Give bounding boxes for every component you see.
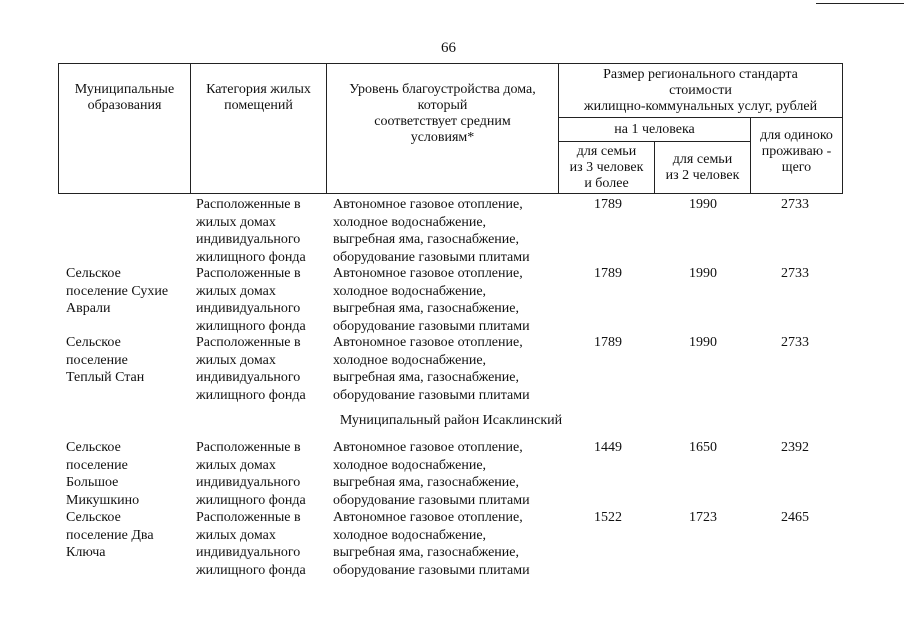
row-3-family2-value: 1650	[689, 440, 717, 455]
row-1-family3-value: 1789	[594, 266, 622, 281]
header-standard-size	[558, 63, 843, 118]
header-family-3-label: для семьи из 3 человек и более	[569, 144, 644, 191]
row-4-single-value: 2465	[781, 510, 809, 525]
row-1-category: Расположенные в жилых домах индивидуального жилищного фонда	[196, 266, 306, 334]
row-3-level: Автономное газовое отопление, холодное водоснабжение, выгребная яма, газоснабжение, оборудование газовыми плитами	[333, 440, 530, 508]
row-4-level: Автономное газовое отопление, холодное водоснабжение, выгребная яма, газоснабжение, оборудование газовыми плитами	[333, 510, 530, 578]
row-4-family2-value: 1723	[689, 510, 717, 525]
row-2-family2-value: 1990	[689, 335, 717, 350]
row-1-level: Автономное газовое отопление, холодное водоснабжение, выгребная яма, газоснабжение, оборудование газовыми плитами	[333, 266, 530, 334]
row-0-family2-value: 1990	[689, 197, 717, 212]
row-2-family3-value: 1789	[594, 335, 622, 350]
row-0-category: Расположенные в жилых домах индивидуального жилищного фонда	[196, 197, 306, 265]
header-category-label: Категория жилых помещений	[206, 82, 311, 113]
row-3-family3-value: 1449	[594, 440, 622, 455]
header-category	[190, 63, 327, 194]
header-single-label: для одиноко проживаю - щего	[760, 128, 833, 175]
row-2-single-value: 2733	[781, 335, 809, 350]
row-0-family3-value: 1789	[594, 197, 622, 212]
row-4-category: Расположенные в жилых домах индивидуального жилищного фонда	[196, 510, 306, 578]
header-family-2-label: для семьи из 2 человек	[665, 152, 740, 183]
row-3-single-value: 2392	[781, 440, 809, 455]
row-4-municipality: Сельское поселение Два Ключа	[66, 510, 154, 560]
header-municipality	[58, 63, 191, 194]
row-3-category: Расположенные в жилых домах индивидуального жилищного фонда	[196, 440, 306, 508]
row-2-category: Расположенные в жилых домах индивидуального жилищного фонда	[196, 335, 306, 403]
section-title: Муниципальный район Исаклинский	[339, 413, 563, 428]
row-1-single-value: 2733	[781, 266, 809, 281]
row-2-level: Автономное газовое отопление, холодное водоснабжение, выгребная яма, газоснабжение, оборудование газовыми плитами	[333, 335, 530, 403]
header-level-label: Уровень благоустройства дома, который соответствует средним условиям*	[349, 82, 536, 145]
top-rule	[816, 3, 904, 4]
row-2-municipality: Сельское поселение Теплый Стан	[66, 335, 145, 385]
row-0-level: Автономное газовое отопление, холодное водоснабжение, выгребная яма, газоснабжение, оборудование газовыми плитами	[333, 197, 530, 265]
header-family-2	[654, 141, 751, 194]
header-single	[750, 117, 843, 194]
header-family-3	[558, 141, 655, 194]
row-1-municipality: Сельское поселение Сухие Аврали	[66, 266, 169, 316]
header-level	[326, 63, 559, 194]
header-per-person-label: на 1 человека	[614, 122, 695, 137]
row-1-family2-value: 1990	[689, 266, 717, 281]
header-per-person	[558, 117, 751, 142]
header-standard-size-label: Размер регионального стандарта стоимости жилищно-коммунальных услуг, рублей	[583, 67, 818, 114]
page-number: 66	[441, 40, 456, 56]
row-4-family3-value: 1522	[594, 510, 622, 525]
header-municipality-label: Муниципальные образования	[74, 82, 175, 113]
row-0-single-value: 2733	[781, 197, 809, 212]
row-3-municipality: Сельское поселение Большое Микушкино	[66, 440, 140, 508]
